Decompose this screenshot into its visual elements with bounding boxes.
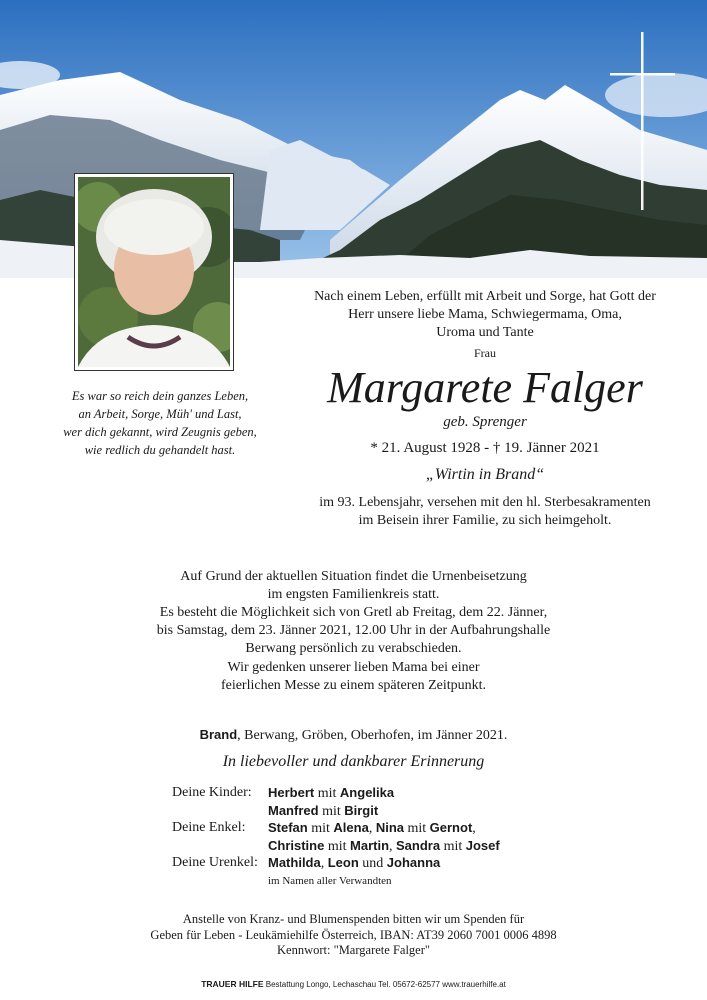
family-row-children-2: Manfred mit Birgit xyxy=(268,802,379,819)
family-row-grandchildren: Deine Enkel: Stefan mit Alena, Nina mit Gernot, xyxy=(172,820,476,836)
urn-burial-paragraph: Auf Grund der aktuellen Situation findet die Urnenbeisetzung im engsten Familienkreis statt. xyxy=(180,569,527,602)
life-dates: * 21. August 1928 - † 19. Jänner 2021 xyxy=(370,440,600,456)
family-list xyxy=(172,785,500,889)
birth-name: geb. Sprenger xyxy=(443,414,527,430)
memorial-poem xyxy=(40,387,280,459)
mass-paragraph: Wir gedenken unserer lieben Mama bei einer feierlichen Messe zu einem späteren Zeitpunkt. xyxy=(220,660,487,693)
place-date: Brand, Berwang, Gröben, Oberhofen, im Jänner 2021. xyxy=(199,727,508,743)
donation-note: Anstelle von Kranz- und Blumenspenden bitten wir um Spenden für Geben für Leben - Leukämiehilfe Österreich, IBAN: AT39 2060 7001 0006 4898 Kennwort: "Margarete Falger" xyxy=(150,912,557,957)
epithet: „Wirtin in Brand“ xyxy=(425,466,545,483)
family-row-grandchildren-2: Christine mit Martin, Sandra mit Josef xyxy=(268,837,500,854)
footer-funeral-home: TRAUER HILFE Bestattung Longo, Lechaschau Tel. 05672-62577 www.trauerhilfe.at xyxy=(201,979,506,989)
family-row-children: Deine Kinder: Herbert mit Angelika xyxy=(172,785,395,801)
age-text: im 93. Lebensjahr, versehen mit den hl. Sterbesakramenten im Beisein ihrer Familie, zu sich heimgeholt. xyxy=(319,495,651,528)
memory-line: In liebevoller und dankbarer Erinnerung xyxy=(222,753,485,770)
poem-line: wer dich gekannt, wird Zeugnis geben, xyxy=(63,425,257,439)
intro-text: Nach einem Leben, erfüllt mit Arbeit und Sorge, hat Gott der Herr unsere liebe Mama, Schwiegermama, Oma, Uroma und Tante xyxy=(314,289,656,340)
family-row-relatives: im Namen aller Verwandten xyxy=(268,874,392,887)
portrait-photo xyxy=(74,173,234,371)
poem-line: an Arbeit, Sorge, Müh' und Last, xyxy=(78,407,242,421)
poem-line: wie redlich du gehandelt hast. xyxy=(84,443,236,457)
deceased-name: Margarete Falger xyxy=(327,363,643,412)
farewell-paragraph: Es besteht die Möglichkeit sich von Gretl ab Freitag, dem 22. Jänner, bis Samstag, dem 23. Jänner 2021, 12.00 Uhr in der Aufbahrungshalle Berwang persönlich zu verabschieden. xyxy=(156,605,551,656)
title-prefix: Frau xyxy=(474,346,496,360)
poem-line: Es war so reich dein ganzes Leben, xyxy=(71,389,249,403)
family-row-great-grandchildren: Deine Urenkel: Mathilda, Leon und Johanna xyxy=(172,855,441,871)
